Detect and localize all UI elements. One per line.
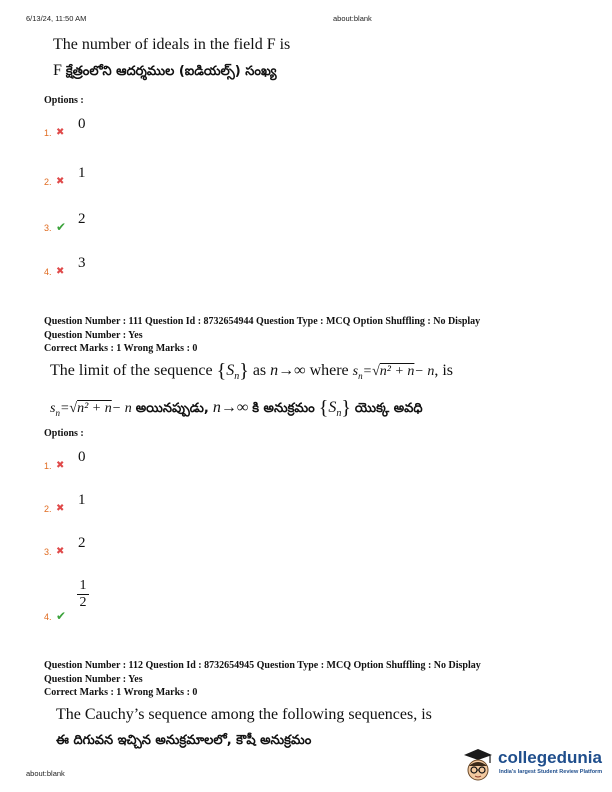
option-value: 1	[78, 492, 86, 508]
logo-wordmark: collegedunia	[498, 748, 602, 767]
q110-te-prefix: F	[53, 62, 62, 79]
print-url: about:blank	[333, 14, 372, 23]
q111-text-te: $s_n=√n^2 + n- n$ అయినప్పుడు, n→∞ కి అనుక్రమం $\{S_n\}$ యొక్క అవధి	[50, 397, 423, 420]
q112-text-en: The Cauchy’s sequence among the following sequences, is	[56, 706, 432, 723]
sn-minus-te: − n	[111, 401, 132, 416]
option-value: 3	[78, 255, 86, 271]
seq-sub-te: n	[336, 408, 342, 420]
option-number: 1.	[44, 461, 52, 471]
option-fraction	[77, 578, 89, 611]
q111-text-en: The limit of the sequence $\{S_n\}$ as n→∞ where $s_n=√n^2 + n- n$, is	[50, 360, 454, 383]
n-var-te: n	[212, 399, 221, 416]
sn-radicand: n² + n	[379, 364, 415, 379]
q112-meta-line2: Question Number : Yes	[44, 673, 143, 685]
sn-lhs-te: s	[50, 401, 56, 416]
option-value: 0	[78, 449, 86, 465]
logo-tagline: India's largest Student Review Platform	[499, 769, 603, 775]
q110-text-te-line	[53, 62, 277, 82]
q111-te-part-b: కి అనుక్రమం	[252, 401, 315, 416]
q111-meta-line3: Correct Marks : 1 Wrong Marks : 0	[44, 343, 198, 354]
footer-url: about:blank	[26, 769, 65, 778]
cross-icon: ✖	[56, 266, 65, 277]
q112-meta	[44, 659, 481, 700]
cross-icon: ✖	[56, 546, 65, 557]
sn-eq: =	[362, 364, 373, 379]
q111-te-part-a: అయినప్పుడు,	[135, 401, 209, 416]
cross-icon: ✖	[56, 127, 65, 138]
q111-en-part-a: The limit of the sequence	[50, 362, 213, 379]
q111-meta-line1: Question Number : 111 Question Id : 8732654944 Question Type : MCQ Option Shuffling : No Display	[44, 316, 481, 327]
q111-en-part-d: , is	[434, 362, 454, 379]
q112-meta-line3: Correct Marks : 1 Wrong Marks : 0	[44, 687, 198, 698]
option-number: 2.	[44, 504, 52, 514]
option-number: 3.	[44, 223, 52, 233]
q112-text-te: ఈ దిగువన ఇచ్చిన అనుక్రమాలలో, కౌషీ అనుక్రమం	[56, 733, 312, 748]
check-icon: ✔	[56, 609, 67, 623]
cross-icon: ✖	[56, 176, 65, 187]
fraction-numerator: 1	[77, 578, 89, 595]
sn-eq-te: =	[59, 401, 70, 416]
option-number: 4.	[44, 267, 52, 277]
option-value: 2	[78, 535, 86, 551]
sn-radicand-te: n² + n	[77, 401, 112, 416]
seq-sub: n	[234, 371, 240, 383]
option-number: 3.	[44, 547, 52, 557]
cross-icon: ✖	[56, 503, 65, 514]
mascot-icon	[460, 746, 496, 786]
q111-te-part-c: యొక్క అవధి	[354, 401, 423, 416]
sn-sub: n	[358, 370, 363, 381]
q111-meta-line2: Question Number : Yes	[44, 329, 143, 341]
n-var: n	[270, 362, 279, 379]
seq-symbol-te: S	[328, 399, 337, 416]
option-number: 1.	[44, 128, 52, 138]
option-number: 4.	[44, 612, 52, 622]
q111-meta	[44, 315, 480, 356]
print-timestamp: 6/13/24, 11:50 AM	[26, 14, 87, 23]
q112-meta-line1: Question Number : 112 Question Id : 8732654945 Question Type : MCQ Option Shuffling : No Display	[44, 660, 481, 671]
sn-lhs: s	[352, 364, 359, 379]
q110-text-te: క్షేత్రంలోని ఆదర్శముల (ఐడియల్స్) సంఖ్య	[65, 64, 277, 79]
option-number: 2.	[44, 177, 52, 187]
cross-icon: ✖	[56, 460, 65, 471]
seq-symbol: S	[226, 362, 235, 379]
option-value: 2	[78, 211, 86, 227]
sn-minus: − n	[414, 364, 435, 379]
fraction-denominator: 2	[79, 595, 87, 610]
check-icon: ✔	[56, 220, 67, 234]
q110-text-en: The number of ideals in the field F is	[53, 36, 291, 53]
q111-options-label: Options :	[44, 428, 84, 439]
q111-en-part-b: as	[252, 362, 267, 379]
option-value: 1	[78, 165, 86, 181]
arrow-infinity: →∞	[278, 362, 306, 379]
sn-sub-te: n	[55, 407, 60, 418]
arrow-infinity-te: →∞	[220, 399, 249, 416]
q110-options-label: Options :	[44, 95, 84, 106]
q111-en-part-c: where	[309, 362, 349, 379]
collegedunia-logo	[460, 742, 612, 792]
option-value: 0	[78, 116, 86, 132]
